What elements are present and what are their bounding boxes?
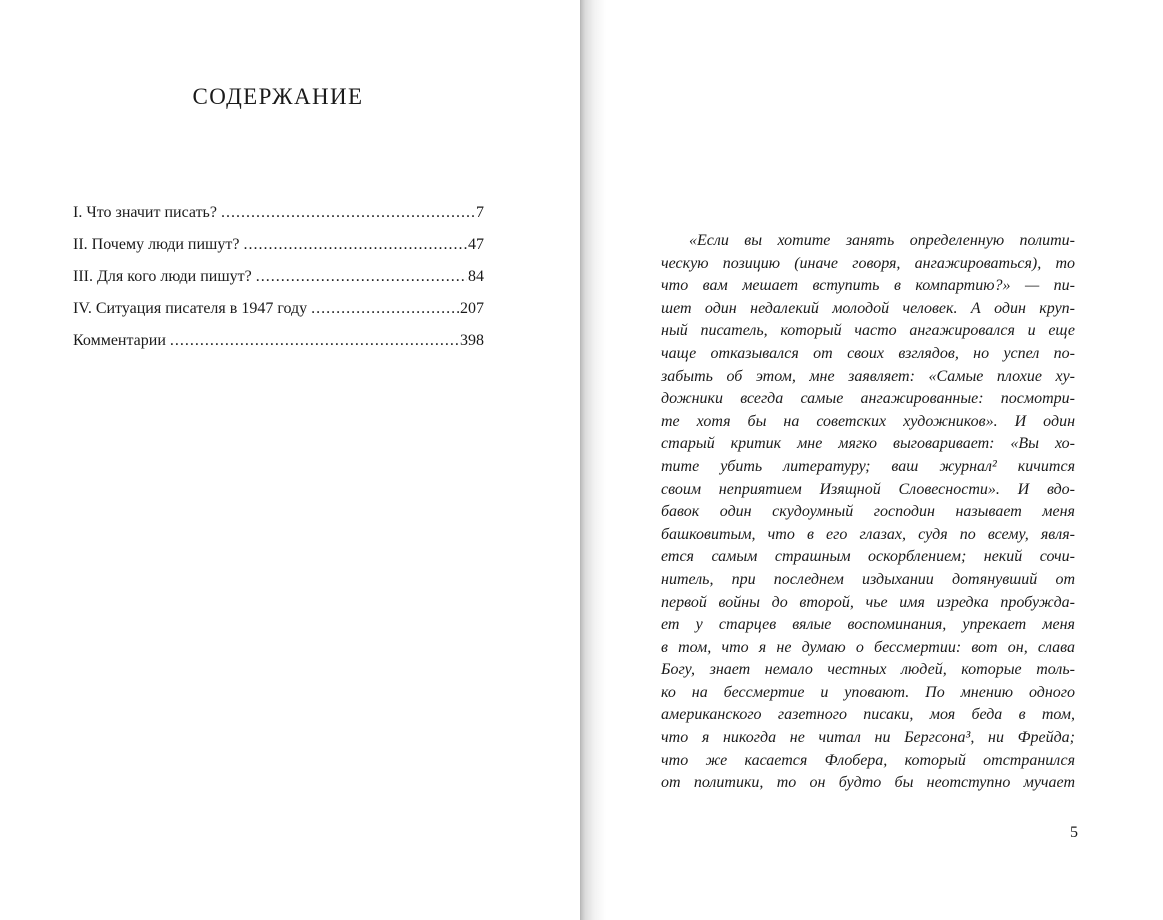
- toc-leader-dots: [256, 268, 467, 286]
- text-line: что я никогда не читал ни Бергсона³, ни Фрейда;: [661, 729, 1075, 747]
- toc-leader-dots: [311, 300, 459, 318]
- toc-entry-label: I. Что значит писать?: [73, 204, 217, 221]
- text-line: те хотя бы на советских художников». И один: [661, 412, 1075, 430]
- text-line: ко на бессмертие и уповают. По мнению одного: [661, 683, 1075, 701]
- text-line: в том, что я не думаю о бессмертии: вот он, слава: [661, 638, 1075, 656]
- table-of-contents: [73, 204, 484, 364]
- text-line: старый критик мне мягко выговаривает: «Вы хо-: [661, 435, 1075, 453]
- text-line: своим неприятием Изящной Словесности». И вдо-: [661, 480, 1075, 498]
- text-line: чаще отказывался от своих взглядов, но успел по-: [661, 344, 1075, 362]
- text-line: дожники всегда самые ангажированные: посмотри-: [661, 390, 1075, 408]
- toc-entry-label: IV. Ситуация писателя в 1947 году: [73, 300, 308, 317]
- toc-title: СОДЕРЖАНИЕ: [192, 84, 364, 109]
- text-line: ется самым страшным оскорблением; некий сочи-: [661, 548, 1075, 566]
- toc-entry[interactable]: [73, 236, 484, 268]
- text-line: тите убить литературу; ваш журнал² кичится: [661, 457, 1075, 475]
- text-line: «Если вы хотите занять определенную полити-: [689, 232, 1075, 249]
- toc-entry-page: 398: [460, 332, 484, 349]
- text-line: забыть об этом, мне заявляет: «Самые плохие ху-: [661, 367, 1075, 385]
- text-line: что вам мешает вступить в компартию?» — пи-: [661, 277, 1075, 295]
- toc-entry[interactable]: [73, 204, 484, 236]
- toc-entry-label: II. Почему люди пишут?: [73, 236, 240, 253]
- text-line: нитель, при последнем издыхании дотянувший от: [661, 570, 1075, 588]
- gutter-divider: [580, 0, 581, 920]
- text-line: бавок один скудоумный господин называет меня: [661, 503, 1075, 521]
- toc-entry-label: III. Для кого люди пишут?: [73, 268, 252, 285]
- toc-entry-page: 84: [468, 268, 484, 285]
- text-line: от политики, то он будто бы неотступно мучает: [661, 774, 1075, 792]
- toc-leader-dots: [170, 332, 459, 350]
- text-line: ет у старцев вялые воспоминания, упрекает меня: [661, 616, 1075, 634]
- page-number: 5: [1070, 824, 1078, 841]
- text-line: башковитым, что в его глазах, судя по всему, явля-: [661, 525, 1075, 543]
- text-line: ный писатель, который часто ангажировался и еще: [661, 322, 1075, 340]
- toc-leader-dots: [243, 236, 467, 254]
- gutter-shadow: [580, 0, 606, 920]
- toc-entry[interactable]: [73, 332, 484, 364]
- toc-entry-label: Комментарии: [73, 332, 166, 349]
- text-line: американского газетного писаки, моя беда в том,: [661, 706, 1075, 724]
- toc-entry[interactable]: [73, 268, 484, 300]
- left-page: [0, 0, 580, 920]
- toc-leader-dots: [221, 204, 475, 222]
- text-line: первой войны до второй, чье имя изредка пробужда-: [661, 593, 1075, 611]
- text-line: шет один недалекий молодой человек. А один круп-: [661, 299, 1075, 317]
- toc-entry-page: 7: [476, 204, 484, 221]
- right-page: [580, 0, 1163, 920]
- toc-entry-page: 207: [460, 300, 484, 317]
- body-paragraph: [661, 230, 1075, 795]
- text-line: Богу, знает немало честных людей, которые толь-: [661, 661, 1075, 679]
- text-line: ческую позицию (иначе говоря, ангажироваться), то: [661, 254, 1075, 272]
- text-line: что же касается Флобера, который отстранился: [661, 751, 1075, 769]
- toc-entry[interactable]: [73, 300, 484, 332]
- toc-entry-page: 47: [468, 236, 484, 253]
